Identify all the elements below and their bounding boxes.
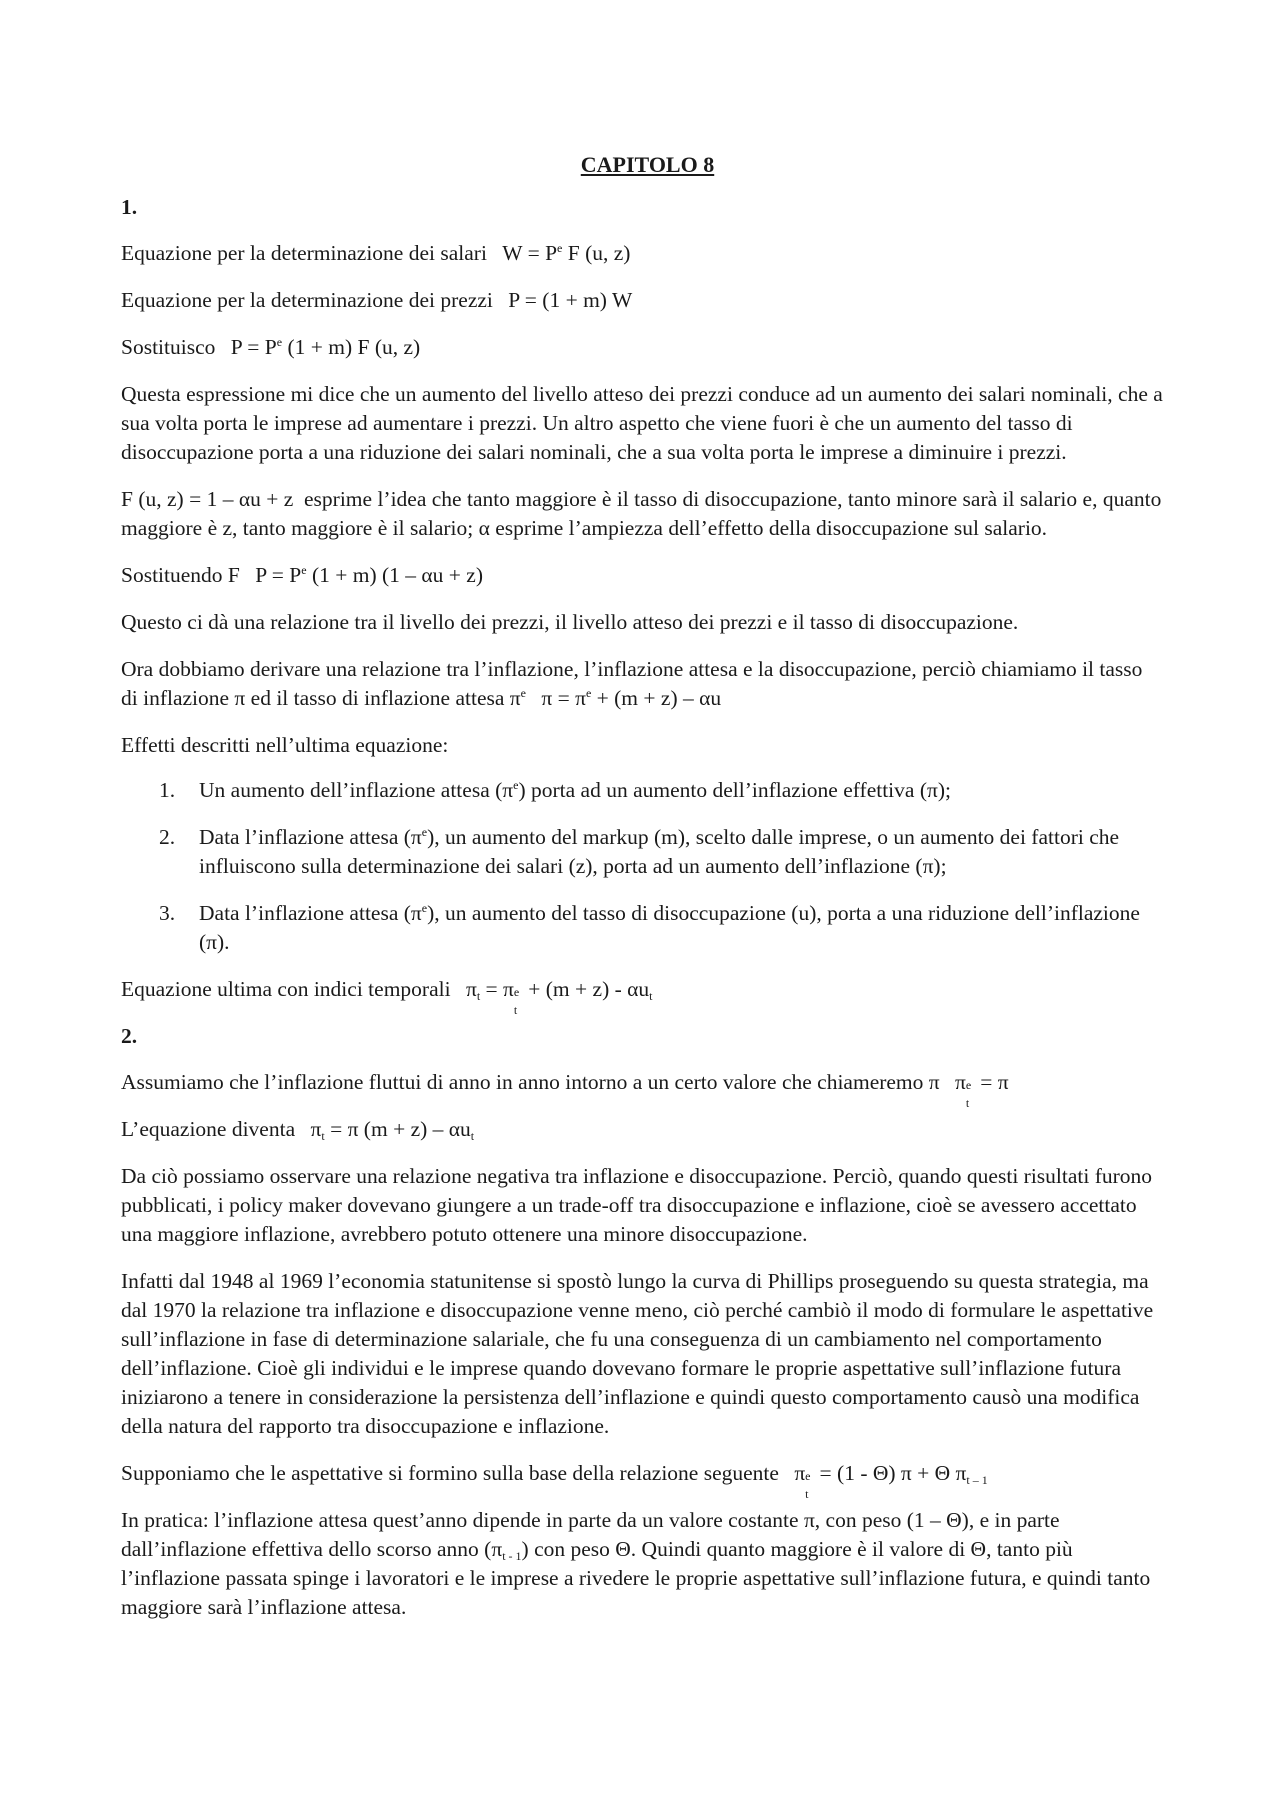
paragraph-inflation-relation: Ora dobbiamo derivare una relazione tra l’inflazione, l’inflazione attesa e la disoccupazione, perciò chiamiamo il tasso di inflazione π ed il tasso di inflazione attesa $\pi^e$ $\pi = \pi^e + (m + z) - \alpha u$ xyxy=(121,657,1143,710)
paragraph-phillips-curve: Infatti dal 1948 al 1969 l’economia statunitense si spostò lungo la curva di Phillips proseguendo su questa strategia, ma dal 1970 la relazione tra inflazione e disoccupazione venne meno, ciò perché cambiò il modo di formulare le aspettative sull’inflazione in fase di determinazione salariale, che fu una conseguenza di un cambiamento nel comportamento dell’inflazione. Cioè gli individui e le imprese quando dovevano formare le proprie aspettative sull’inflazione futura iniziarono a tenere in considerazione la persistenza dell’inflazione e quindi questo comportamento causò una modifica della natura del rapporto tra disoccupazione e inflazione. xyxy=(121,1269,1154,1438)
list-item: 1. Un aumento dell’inflazione attesa $(\pi^e)$ porta ad un aumento dell’inflazione effettiva (π); xyxy=(159,778,951,802)
f-equation: F (u, z) = 1 – αu + z xyxy=(121,487,294,511)
paragraph-price-relation: Questo ci dà una relazione tra il livello dei prezzi, il livello atteso dei prezzi e il tasso di disoccupazione. xyxy=(121,610,1019,634)
suppose-label: Supponiamo che le aspettative si formino sulla base della relazione seguente xyxy=(121,1461,779,1485)
section-2-number: 2. xyxy=(121,1024,138,1048)
substituting-f-label: Sostituendo F xyxy=(121,563,240,587)
temporal-equation: $\pi_t = \pi$ e t + $(m + z) - \alpha u_t$ xyxy=(465,977,653,1017)
assume-line xyxy=(121,1068,1164,1110)
paragraph-negative-relation: Da ciò possiamo osservare una relazione negativa tra inflazione e disoccupazione. Perciò, quando questi risultati furono pubblicati, i policy maker dovevano giungere a un trade-off tra disoccupazione e inflazione, cioè se avessero accettato una maggiore inflazione, avrebbero potuto ottenere una minore disoccupazione. xyxy=(121,1164,1153,1246)
suppose-line xyxy=(121,1459,1164,1501)
substituting-f-line xyxy=(121,561,1164,590)
effects-list xyxy=(121,776,1164,957)
chapter-title: CAPITOLO 8 xyxy=(580,152,715,177)
temporal-equation-line xyxy=(121,975,1164,1017)
substitution-equation: $P = P^e$ (1 + m) F (u, z) xyxy=(230,335,421,359)
wage-equation: $W = P^e$ F (u, z) xyxy=(502,241,631,265)
wage-equation-line xyxy=(121,239,1164,268)
expectations-equation: π e t = (1 - Θ) π + Θ $\pi_{t - 1}$ xyxy=(794,1461,988,1501)
effects-label: Effetti descritti nell’ultima equazione: xyxy=(121,733,449,757)
paragraph-expression-meaning: Questa espressione mi dice che un aumento del livello atteso dei prezzi conduce ad un aumento dei salari nominali, che a sua volta porta le imprese ad aumentare i prezzi. Un altro aspetto che viene fuori è che un aumento del tasso di disoccupazione porta a una riduzione dei salari nominali, che a sua volta porta le imprese a diminuire i prezzi. xyxy=(121,382,1163,464)
paragraph-in-practice: In pratica: l’inflazione attesa quest’anno dipende in parte da un valore costante π, con peso (1 – Θ), e in parte dall’inflazione effettiva dello scorso anno $(\pi_{t - 1})$ con peso Θ. Quindi quanto maggiore è il valore di Θ, tanto più l’inflazione passata spinge i lavoratori e le imprese a rivedere le proprie aspettative sull’inflazione futura, e quindi tanto maggiore sarà l’inflazione attesa. xyxy=(121,1508,1151,1619)
becomes-equation: $\pi_t = \pi$ $(m + z) - \alpha u_t$ xyxy=(310,1117,475,1143)
list-item: 3. Data l’inflazione attesa $(\pi^e)$, un aumento del tasso di disoccupazione (u), porta a una riduzione dell’inflazione (π). xyxy=(159,901,1140,954)
wage-equation-label: Equazione per la determinazione dei salari xyxy=(121,241,487,265)
substitution-line xyxy=(121,333,1164,362)
assume-label: Assumiamo che l’inflazione fluttui di anno in anno intorno a un certo valore che chiameremo π xyxy=(121,1070,940,1094)
temporal-equation-label: Equazione ultima con indici temporali xyxy=(121,977,451,1001)
list-item: 2. Data l’inflazione attesa $(\pi^e)$, un aumento del markup (m), scelto dalle imprese, o un aumento dei fattori che influiscono sulla determinazione dei salari (z), porta ad un aumento dell’inflazione (π); xyxy=(159,825,1120,878)
substituting-f-equation: $P = P^e$ (1 + m) (1 – αu + z) xyxy=(255,563,483,587)
inflation-equation: $\pi = \pi^e + (m + z) - \alpha u$ xyxy=(541,686,722,710)
assume-equation: π e t = π xyxy=(955,1070,1009,1110)
becomes-line xyxy=(121,1115,1164,1144)
paragraph-f-function: F (u, z) = 1 – αu + z esprime l’idea che tanto maggiore è il tasso di disoccupazione, tanto minore sarà il salario e, quanto maggiore è z, tanto maggiore è il salario; α esprime l’ampiezza dell’effetto della disoccupazione sul salario. xyxy=(121,487,1162,540)
substitution-label: Sostituisco xyxy=(121,335,216,359)
price-equation-label: Equazione per la determinazione dei prezzi xyxy=(121,288,493,312)
price-equation: P = (1 + m) W xyxy=(508,288,633,312)
section-1-number: 1. xyxy=(121,195,138,219)
becomes-label: L’equazione diventa xyxy=(121,1117,296,1141)
price-equation-line xyxy=(121,286,1164,315)
